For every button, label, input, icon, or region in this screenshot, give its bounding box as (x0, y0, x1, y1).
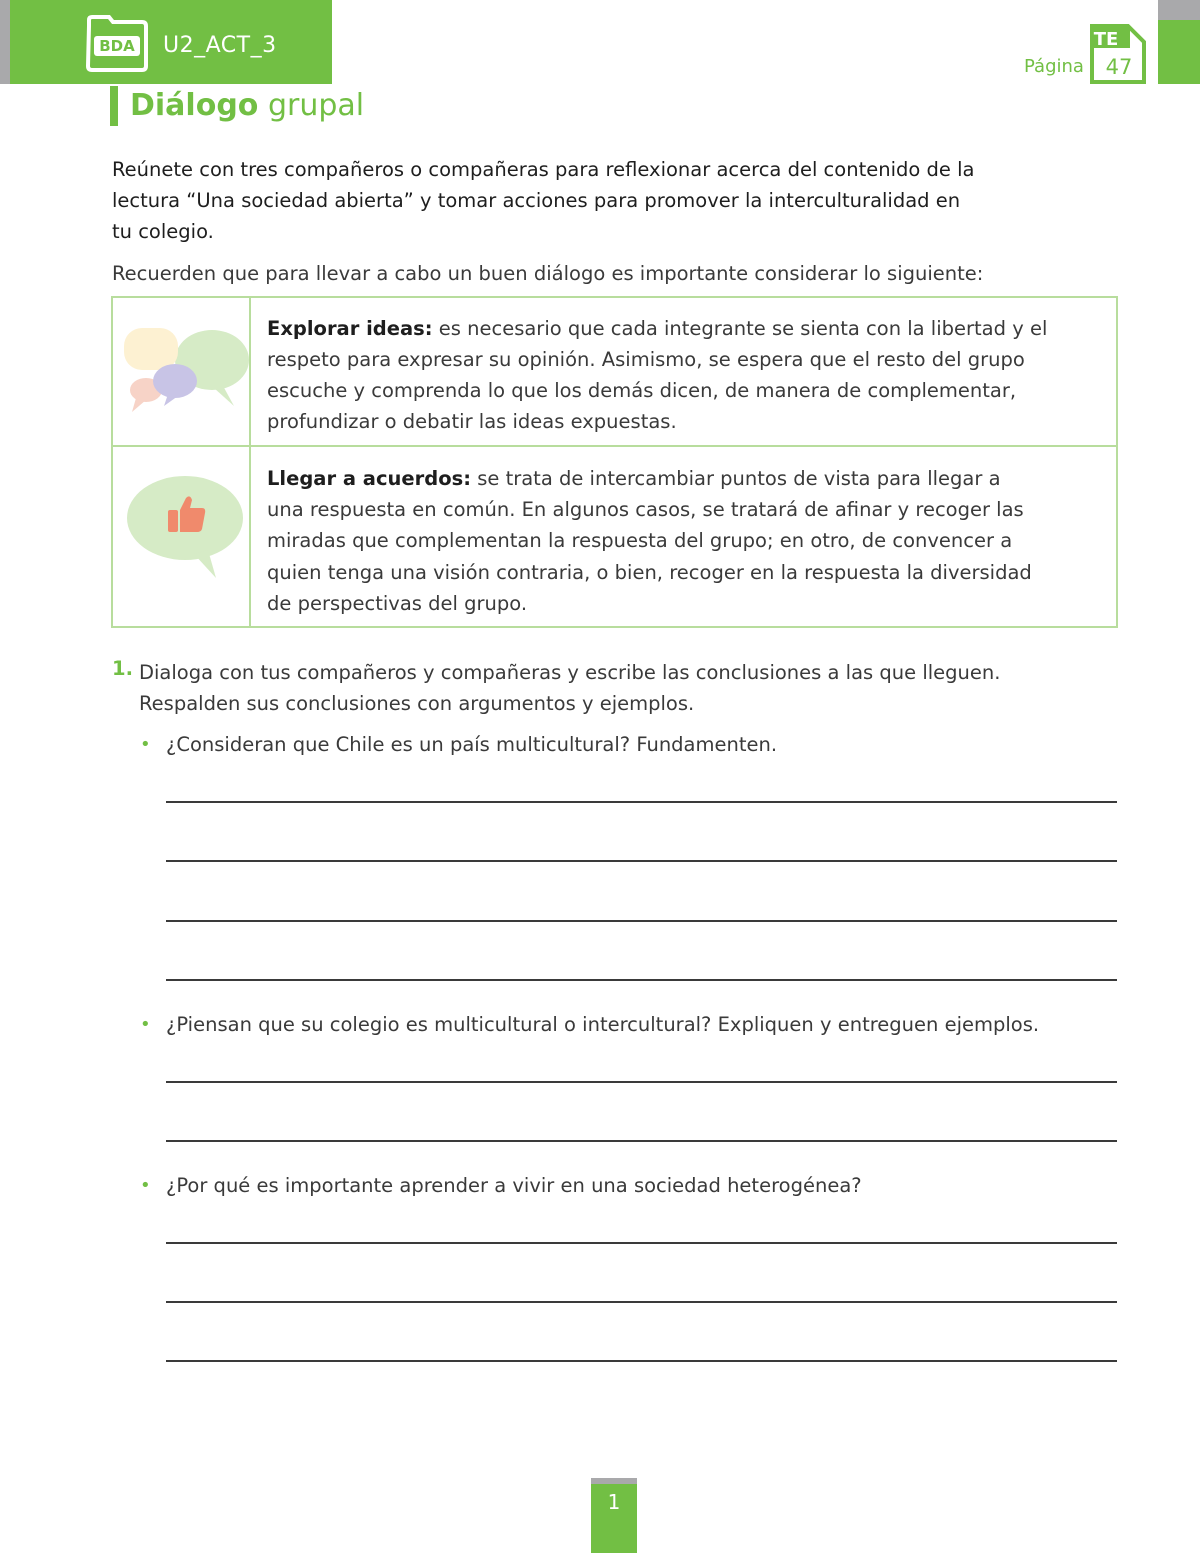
tip-explorar-line: profundizar o debatir las ideas expuestas. (267, 410, 677, 433)
answer-line[interactable] (166, 979, 1117, 981)
tip-explorar-line: escuche y comprenda lo que los demás dicen, de manera de complementar, (267, 379, 1017, 402)
tip-acuerdos-line: de perspectivas del grupo. (267, 592, 528, 615)
page-title (130, 88, 364, 123)
sub-question: ¿Consideran que Chile es un país multicultural? Fundamenten. (166, 733, 778, 756)
answer-line[interactable] (166, 1081, 1117, 1083)
activity-code: U2_ACT_3 (163, 33, 277, 58)
table-row-divider (111, 445, 1118, 447)
page-tab-top-strip (591, 1478, 637, 1484)
tip-acuerdos-label: Llegar a acuerdos: (267, 467, 472, 490)
tip-explorar-line: Explorar ideas: es necesario que cada integrante se sienta con la libertad y el (267, 317, 1048, 340)
bda-logo-icon (83, 14, 151, 74)
question-text-line: Respalden sus conclusiones con argumentos y ejemplos. (139, 692, 695, 715)
title-bold: Diálogo (130, 88, 259, 123)
question-number: 1. (112, 657, 133, 680)
tip-explorar-line: respeto para expresar su opinión. Asimismo, se espera que el resto del grupo (267, 348, 1025, 371)
tip-acuerdos-line: miradas que complementan la respuesta del grupo; en otro, de convencer a (267, 529, 1013, 552)
book-page-number: 47 (1105, 55, 1133, 79)
thumbs-up-bubble-icon (124, 474, 248, 582)
title-accent-bar (110, 86, 118, 126)
reminder-text: Recuerden que para llevar a cabo un buen diálogo es importante considerar lo siguiente: (112, 262, 984, 285)
title-regular: grupal (258, 88, 365, 123)
tip-acuerdos-line: Llegar a acuerdos: se trata de intercambiar puntos de vista para llegar a (267, 467, 1001, 490)
answer-line[interactable] (166, 1140, 1117, 1142)
speech-bubbles-icon (118, 324, 250, 414)
tip-acuerdos-line: una respuesta en común. En algunos casos, se tratará de afinar y recoger las (267, 498, 1024, 521)
bullet-icon: • (140, 1014, 151, 1035)
header-green-strip-right (1158, 20, 1200, 84)
sub-question: ¿Por qué es importante aprender a vivir en una sociedad heterogénea? (166, 1174, 862, 1197)
logo-text: BDA (99, 37, 135, 55)
tip-explorar-label: Explorar ideas: (267, 317, 433, 340)
answer-line[interactable] (166, 1360, 1117, 1362)
question-text-line: Dialoga con tus compañeros y compañeras y escribe las conclusiones a las que lleguen. (139, 661, 1001, 684)
page-number: 1 (607, 1490, 621, 1514)
answer-line[interactable] (166, 860, 1117, 862)
bullet-icon: • (140, 734, 151, 755)
answer-line[interactable] (166, 1301, 1117, 1303)
header-gray-strip-right (1158, 0, 1200, 20)
header-gray-strip-left (0, 0, 10, 84)
textbook-page-icon (1088, 20, 1148, 86)
intro-line: Reúnete con tres compañeros o compañeras para reflexionar acerca del contenido de la (112, 158, 975, 181)
sub-question: ¿Piensan que su colegio es multicultural o intercultural? Expliquen y entreguen ejemplos. (166, 1013, 1040, 1036)
answer-line[interactable] (166, 1242, 1117, 1244)
answer-line[interactable] (166, 920, 1117, 922)
page-reference-label: Página (1024, 56, 1084, 77)
intro-line: tu colegio. (112, 220, 214, 243)
bullet-icon: • (140, 1175, 151, 1196)
book-badge: TE (1093, 29, 1119, 50)
intro-line: lectura “Una sociedad abierta” y tomar acciones para promover la interculturalidad en (112, 189, 961, 212)
tip-acuerdos-line: quien tenga una visión contraria, o bien, recoger en la respuesta la diversidad (267, 561, 1032, 584)
answer-line[interactable] (166, 801, 1117, 803)
